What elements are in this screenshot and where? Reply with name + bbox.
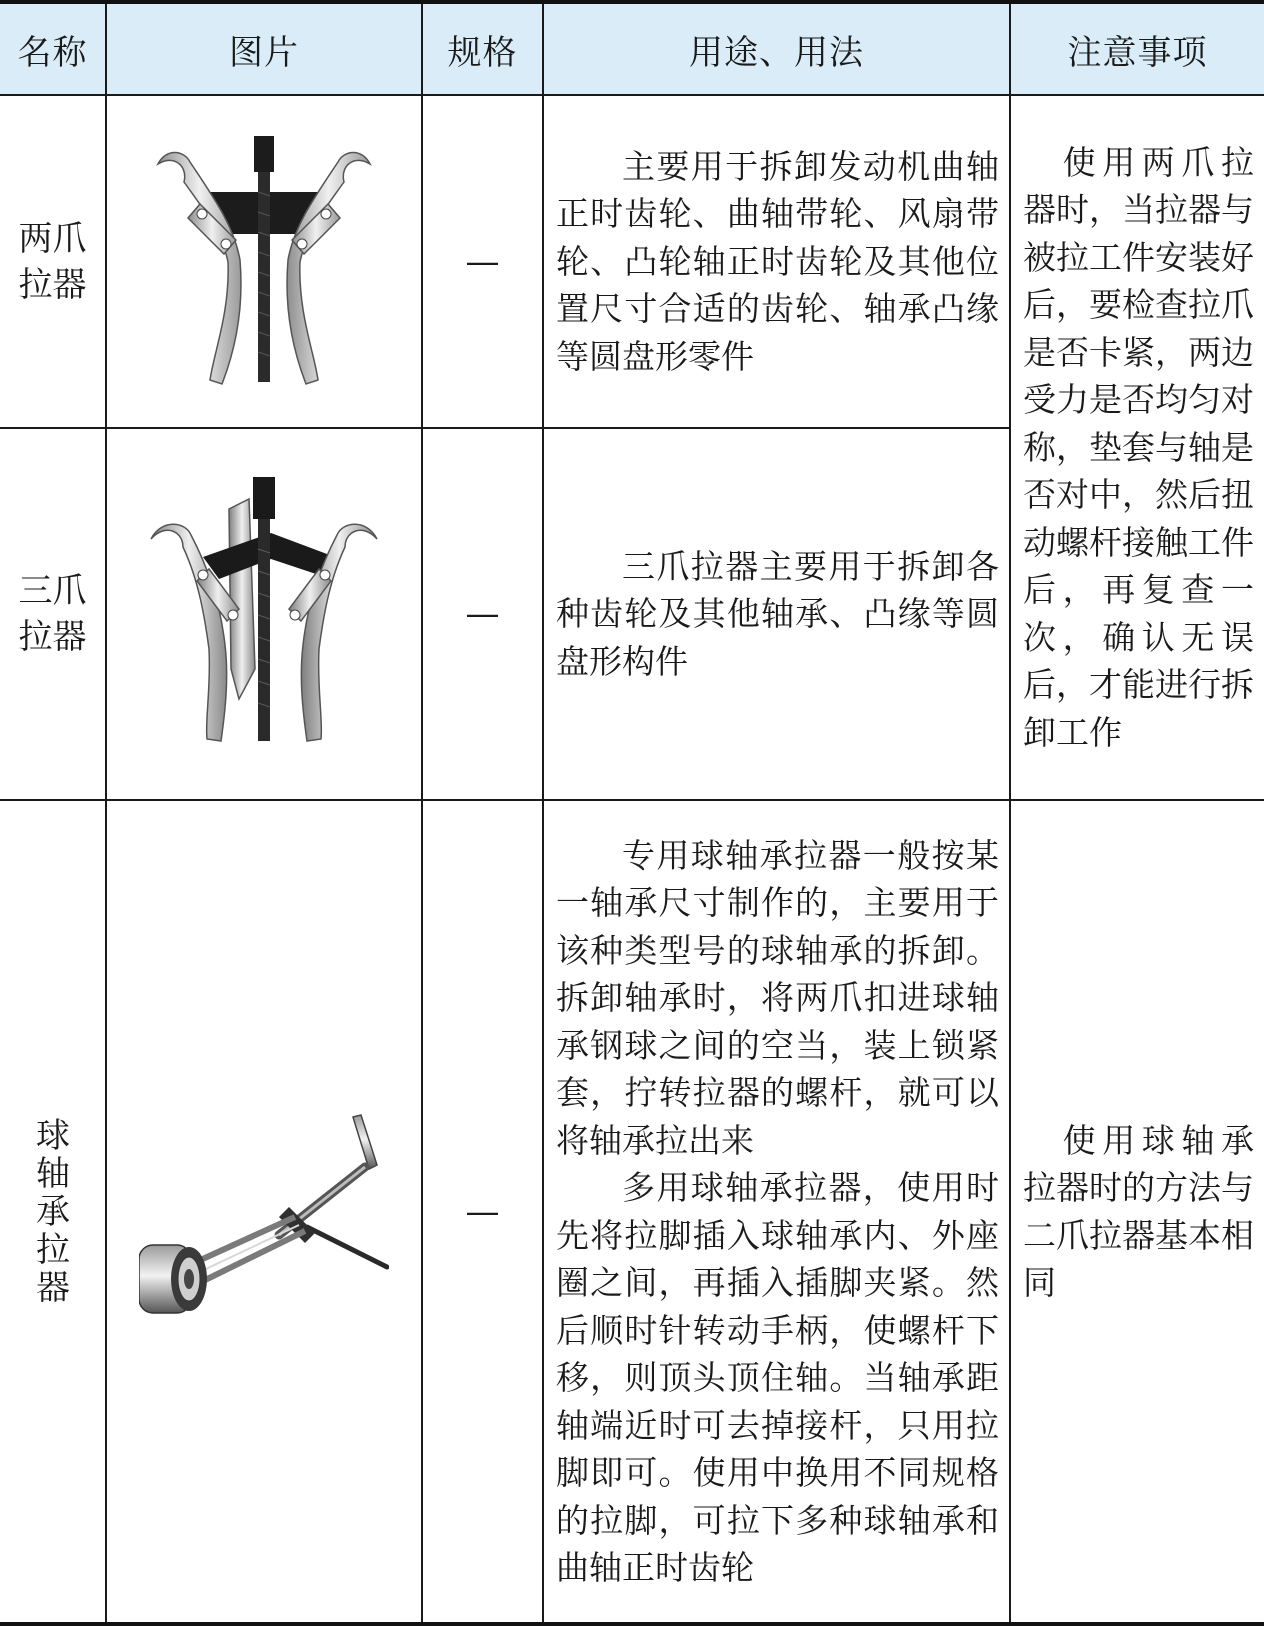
notes-paragraph: 使用球轴承拉器时的方法与二爪拉器基本相同 (1023, 1120, 1254, 1302)
three-jaw-puller-icon (139, 469, 389, 759)
tool-notes (1010, 800, 1264, 1624)
tool-picture (106, 428, 422, 800)
tool-usage (543, 95, 1010, 428)
tool-name: 两爪拉器 (0, 95, 106, 428)
tool-usage (543, 800, 1010, 1624)
header-name: 名称 (0, 2, 106, 95)
tool-spec: — (422, 800, 543, 1624)
tool-spec: — (422, 95, 543, 428)
notes-paragraph: 使用两爪拉器时，当拉器与被拉工件安装好后，要检查拉爪是否卡紧，两边受力是否均匀对称，垫套与轴是否对中，然后扭动螺杆接触工件后，再复查一次，确认无误后，才能进行拆卸工作 (1023, 142, 1254, 752)
usage-paragraph: 三爪拉器主要用于拆卸各种齿轮及其他轴承、凸缘等圆盘形构件 (556, 546, 999, 681)
tool-picture (106, 95, 422, 428)
two-jaw-puller-icon (144, 122, 384, 402)
tool-notes (1010, 95, 1264, 800)
usage-paragraph: 专用球轴承拉器一般按某一轴承尺寸制作的，主要用于该种类型号的球轴承的拆卸。拆卸轴承时，将两爪扣进球轴承钢球之间的空当，装上锁紧套，拧转拉器的螺杆，就可以将轴承拉出来 (556, 835, 999, 1160)
usage-paragraph: 主要用于拆卸发动机曲轴正时齿轮、曲轴带轮、风扇带轮、凸轮轴正时齿轮及其他位置尺寸合适的齿轮、轴承凸缘等圆盘形零件 (556, 146, 999, 376)
tool-name: 三爪拉器 (0, 428, 106, 800)
header-usage: 用途、用法 (543, 2, 1010, 95)
header-picture: 图片 (106, 2, 422, 95)
table-header-row (0, 2, 1264, 95)
table-row (0, 800, 1264, 1624)
tool-spec: — (422, 428, 543, 800)
ball-bearing-puller-icon (139, 1107, 389, 1317)
tool-picture (106, 800, 422, 1624)
header-spec: 规格 (422, 2, 543, 95)
header-notes: 注意事项 (1010, 2, 1264, 95)
usage-paragraph: 多用球轴承拉器，使用时先将拉脚插入球轴承内、外座圈之间，再插入插脚夹紧。然后顺时针转动手柄，使螺杆下移，则顶头顶住轴。当轴承距轴端近时可去掉接杆，只用拉脚即可。使用中换用不同规格的拉脚，可拉下多种球轴承和曲轴正时齿轮 (556, 1168, 999, 1587)
tool-name: 球轴承拉器 (0, 800, 106, 1624)
table-row (0, 95, 1264, 428)
tool-usage (543, 428, 1010, 800)
